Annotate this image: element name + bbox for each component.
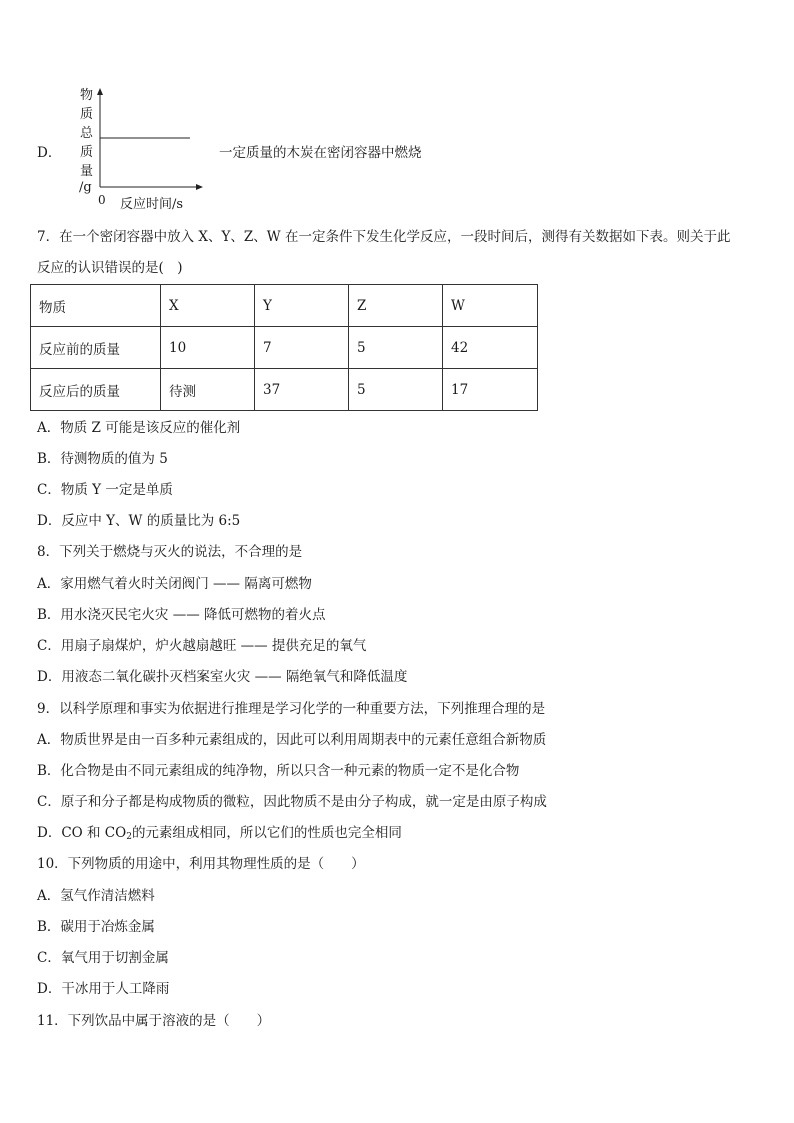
table-header-cell: W <box>443 285 538 327</box>
graph-origin-label: 0 <box>98 193 106 207</box>
q9-option-d <box>37 824 402 846</box>
q7-stem-line2: 反应的认识错误的是( ) <box>37 260 183 276</box>
q9-option-a: A．物质世界是由一百多种元素组成的，因此可以利用周期表中的元素任意组合新物质 <box>37 732 547 748</box>
q6-option-d-caption: 一定质量的木炭在密闭容器中燃烧 <box>219 145 422 161</box>
q7-option-c: C．物质 Y 一定是单质 <box>37 482 173 498</box>
table-header-cell: Z <box>349 285 443 327</box>
q10-option-d: D．干冰用于人工降雨 <box>37 981 170 997</box>
q9-option-b: B．化合物是由不同元素组成的纯净物，所以只含一种元素的物质一定不是化合物 <box>37 763 520 779</box>
graph-ylabel-char: 质 <box>80 107 94 122</box>
table-header-cell: X <box>161 285 255 327</box>
q7-option-a: A．物质 Z 可能是该反应的催化剂 <box>37 420 241 436</box>
graph-ylabel-char: 量 <box>80 164 94 179</box>
y-axis-arrow <box>97 88 103 95</box>
table-cell: 待测 <box>161 369 255 411</box>
q8-option-d: D．用液态二氧化碳扑灭档案室火灾 —— 隔绝氧气和降低温度 <box>37 669 408 685</box>
q8-option-b: B．用水浇灭民宅火灾 —— 降低可燃物的着火点 <box>37 607 326 623</box>
table-header-cell: Y <box>255 285 349 327</box>
graph-ylabel-char: 物 <box>80 88 94 103</box>
table-cell: 17 <box>443 369 538 411</box>
q11-stem: 11．下列饮品中属于溶液的是（ ） <box>37 1013 271 1029</box>
table-cell: 反应前的质量 <box>31 327 161 369</box>
q7-stem-line1: 7．在一个密闭容器中放入 X、Y、Z、W 在一定条件下发生化学反应，一段时间后，测得有关数据如下表。则关于此 <box>37 229 731 245</box>
graph-xlabel: 反应时间/s <box>120 197 184 212</box>
table-cell: 37 <box>255 369 349 411</box>
q9-option-d-suffix: 的元素组成相同，所以它们的性质也完全相同 <box>131 825 402 841</box>
x-axis-arrow <box>196 184 203 190</box>
q6-option-d-label: D． <box>37 145 62 161</box>
q8-option-a: A．家用燃气着火时关闭阀门 —— 隔离可燃物 <box>37 576 312 592</box>
table-header-row <box>31 285 538 327</box>
table-cell: 5 <box>349 327 443 369</box>
q7-data-table <box>30 284 538 411</box>
q10-option-a: A．氢气作清洁燃料 <box>37 888 155 904</box>
table-row <box>31 369 538 411</box>
q9-option-d-prefix: D．CO 和 CO <box>37 825 127 841</box>
q8-option-c: C．用扇子扇煤炉，炉火越扇越旺 —— 提供充足的氧气 <box>37 638 367 654</box>
graph-axes <box>95 85 235 195</box>
table-row <box>31 327 538 369</box>
table-cell: 7 <box>255 327 349 369</box>
q7-option-b: B．待测物质的值为 5 <box>37 451 168 467</box>
q10-option-b: B．碳用于冶炼金属 <box>37 919 155 935</box>
q10-option-c: C．氧气用于切割金属 <box>37 950 169 966</box>
table-cell: 5 <box>349 369 443 411</box>
graph-ylabel-char: /g <box>79 180 92 195</box>
table-cell: 反应后的质量 <box>31 369 161 411</box>
q8-stem: 8．下列关于燃烧与灭火的说法，不合理的是 <box>37 544 303 560</box>
table-cell: 42 <box>443 327 538 369</box>
graph-ylabel-char: 质 <box>80 145 94 160</box>
table-cell: 10 <box>161 327 255 369</box>
table-header-cell: 物质 <box>31 285 161 327</box>
q9-stem: 9．以科学原理和事实为依据进行推理是学习化学的一种重要方法，下列推理合理的是 <box>37 701 546 717</box>
q7-option-d: D．反应中 Y、W 的质量比为 6:5 <box>37 513 241 529</box>
q9-option-c: C．原子和分子都是构成物质的微粒，因此物质不是由分子构成，就一定是由原子构成 <box>37 794 547 810</box>
q10-stem: 10．下列物质的用途中，利用其物理性质的是（ ） <box>37 856 365 872</box>
q9-option-d-subscript: 2 <box>126 832 132 842</box>
graph-ylabel-char: 总 <box>80 126 94 141</box>
